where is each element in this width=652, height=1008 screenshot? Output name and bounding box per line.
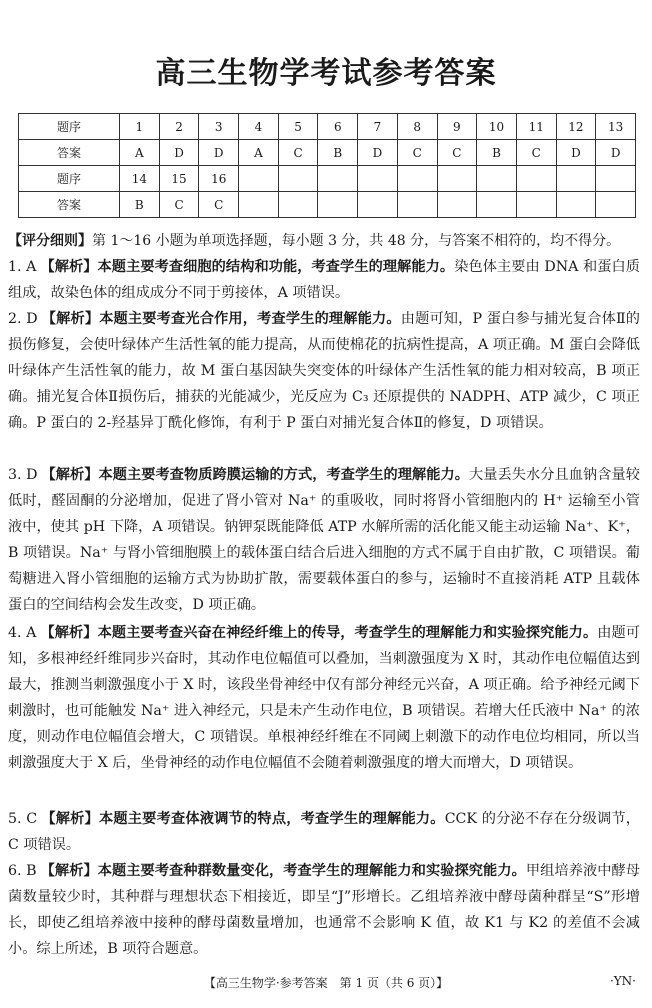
table-cell: 10	[477, 114, 517, 140]
table-cell: 4	[239, 114, 279, 140]
explanation-tag: 【解析】	[41, 311, 100, 327]
table-cell: 13	[596, 114, 636, 140]
table-cell	[556, 166, 596, 192]
explanation-focus: 本题主要考查细胞的结构和功能，考查学生的理解能力。	[97, 259, 455, 275]
table-cell	[278, 166, 318, 192]
table-row	[19, 166, 636, 192]
answer-explanation-3	[8, 462, 640, 618]
table-cell: 15	[159, 166, 199, 192]
table-cell: 2	[159, 114, 199, 140]
explanation-body: 染色体主要由 DNA 和蛋白质组成，故染色体的组成成分不同于剪接体，A 项错误。	[8, 259, 640, 301]
explanation-focus: 本题主要考查物质跨膜运输的方式，考查学生的理解能力。	[98, 467, 470, 483]
table-cell	[477, 166, 517, 192]
table-cell: 7	[358, 114, 398, 140]
table-cell: 11	[516, 114, 556, 140]
explanation-body: 由题可知，多根神经纤维同步兴奋时，其动作电位幅值可以叠加，当刺激强度为 X 时，其动作电位幅值达到最大，推测当刺激强度小于 X 时，该段坐骨神经中仅有部分神经元兴奋，A 项正确。给予神经元阈下刺激时，也可能触发 Na⁺ 进入神经元，只是未产生动作电位，B 项错误。若增大任氏液中 Na⁺ 的浓度，则动作电位幅值会增大，C 项错误。单根神经纤维在不同阈上刺激下的动作电位均相同，所以当刺激强度大于 X 后，坐骨神经的动作电位幅值不会随着刺激强度的增大而增大，D 项错误。	[8, 625, 640, 771]
table-cell	[239, 192, 279, 218]
answer-explanation-5	[8, 806, 640, 858]
table-cell: D	[596, 140, 636, 166]
table-cell: D	[358, 140, 398, 166]
scoring-rules-label: 【评分细则】	[8, 233, 92, 249]
explanation-tag: 【解析】	[41, 811, 99, 827]
table-row	[19, 140, 636, 166]
answer-explanation-6	[8, 858, 640, 962]
table-row	[19, 114, 636, 140]
table-cell	[397, 192, 437, 218]
question-number: 4. A	[8, 625, 37, 641]
table-cell: A	[120, 140, 160, 166]
table-cell: C	[516, 140, 556, 166]
table-cell: C	[397, 140, 437, 166]
table-cell	[318, 192, 358, 218]
table-cell: B	[477, 140, 517, 166]
table-cell	[358, 192, 398, 218]
table-cell: C	[159, 192, 199, 218]
explanation-tag: 【解析】	[41, 467, 99, 483]
table-cell	[358, 166, 398, 192]
question-number: 5. C	[8, 811, 38, 827]
table-row-header: 题序	[19, 166, 120, 192]
table-row-header: 题序	[19, 114, 120, 140]
table-cell	[437, 166, 477, 192]
question-number: 3. D	[8, 467, 38, 483]
table-cell: 6	[318, 114, 358, 140]
answer-table	[18, 113, 636, 218]
table-cell	[596, 166, 636, 192]
table-cell: 1	[120, 114, 160, 140]
table-cell	[516, 166, 556, 192]
table-cell	[278, 192, 318, 218]
table-cell	[556, 192, 596, 218]
table-cell: 5	[278, 114, 318, 140]
table-cell: C	[199, 192, 239, 218]
question-number: 6. B	[8, 863, 37, 879]
answer-explanation-1	[8, 254, 640, 306]
question-number: 2. D	[8, 311, 38, 327]
explanation-body: 甲组培养液中酵母菌数量较少时，其种群与理想状态下相接近，即呈“J”形增长。乙组培养液中酵母菌种群呈“S”形增长，即使乙组培养液中接种的酵母菌数量增加，也通常不会影响 K 值，故 K1 与 K2 的差值不会减小。综上所述，B 项符合题意。	[8, 863, 640, 957]
table-cell	[477, 192, 517, 218]
explanation-body: 由题可知，P 蛋白参与捕光复合体Ⅱ的损伤修复，会使叶绿体产生活性氧的能力提高，从而使棉花的抗病性提高，A 项正确。M 蛋白会降低叶绿体产生活性氧的能力，故 M 蛋白基因缺失突变体的叶绿体产生活性氧的能力相对较高，B 项正确。捕光复合体Ⅱ损伤后，捕获的光能减少，光反应为 C₃ 还原提供的 NADPH、ATP 减少，C 项正确。P 蛋白的 2-羟基异丁酰化修饰，有利于 P 蛋白对捕光复合体Ⅱ的修复，D 项错误。	[8, 311, 640, 431]
table-row	[19, 192, 636, 218]
table-cell: B	[318, 140, 358, 166]
table-cell: 12	[556, 114, 596, 140]
explanation-tag: 【解析】	[40, 259, 98, 275]
answer-explanation-4	[8, 620, 640, 776]
page-footer: 【高三生物学·参考答案 第 1 页（共 6 页）】	[203, 976, 449, 990]
answer-explanation-2	[8, 306, 640, 436]
table-cell: 16	[199, 166, 239, 192]
scoring-rules	[8, 228, 646, 254]
table-cell: B	[120, 192, 160, 218]
table-cell: D	[556, 140, 596, 166]
table-cell	[596, 192, 636, 218]
footer-code: ·YN·	[609, 974, 636, 988]
explanation-body: CCK 的分泌不存在分级调节，C 项错误。	[8, 811, 640, 853]
table-cell	[318, 166, 358, 192]
table-cell: D	[159, 140, 199, 166]
table-row-header: 答案	[19, 192, 120, 218]
explanation-body: 大量丢失水分且血钠含量较低时，醛固酮的分泌增加，促进了肾小管对 Na⁺ 的重吸收，同时将肾小管细胞内的 H⁺ 运输至小管液中，使其 pH 下降，A 项错误。钠钾泵既能降低 ATP 水解所需的活化能又能主动运输 Na⁺、K⁺，B 项错误。Na⁺ 与肾小管细胞膜上的载体蛋白结合后进入细胞的方式不属于自由扩散，C 项错误。葡萄糖进入肾小管细胞的运输方式为协助扩散，需要载体蛋白的参与，运输时不直接消耗 ATP 且载体蛋白的空间结构会发生改变，D 项正确。	[8, 467, 640, 613]
explanation-focus: 本题主要考查种群数量变化，考查学生的理解能力和实验探究能力。	[97, 863, 526, 879]
scoring-rules-text: 第 1～16 小题为单项选择题，每小题 3 分，共 48 分，与答案不相符的，均不得分。	[92, 233, 621, 249]
table-row-header: 答案	[19, 140, 120, 166]
table-cell: 8	[397, 114, 437, 140]
table-cell: D	[199, 140, 239, 166]
page-title: 高三生物学考试参考答案	[155, 56, 497, 91]
table-cell: C	[437, 140, 477, 166]
question-number: 1. A	[8, 259, 37, 275]
table-cell: 9	[437, 114, 477, 140]
explanation-focus: 本题主要考查兴奋在神经纤维上的传导，考查学生的理解能力和实验探究能力。	[97, 625, 598, 641]
table-cell	[516, 192, 556, 218]
table-cell	[397, 166, 437, 192]
table-cell	[437, 192, 477, 218]
explanation-tag: 【解析】	[40, 863, 98, 879]
table-cell	[239, 166, 279, 192]
explanation-focus: 本题主要考查光合作用，考查学生的理解能力。	[99, 311, 401, 327]
table-cell: C	[278, 140, 318, 166]
table-cell: 14	[120, 166, 160, 192]
table-cell: 3	[199, 114, 239, 140]
explanation-focus: 本题主要考查体液调节的特点，考查学生的理解能力。	[98, 811, 445, 827]
table-cell: A	[239, 140, 279, 166]
explanation-tag: 【解析】	[40, 625, 98, 641]
